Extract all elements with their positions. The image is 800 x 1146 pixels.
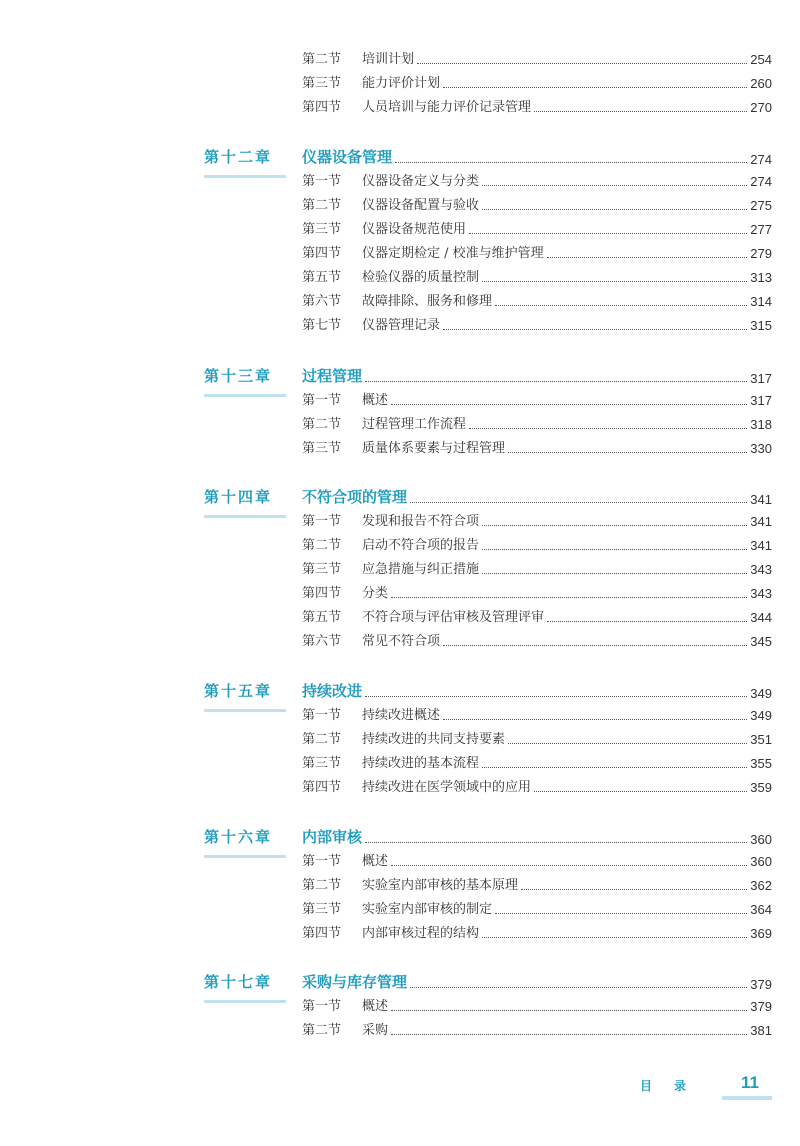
toc-chapter-heading[interactable] bbox=[204, 679, 772, 701]
section-number: 第五节 bbox=[302, 270, 342, 285]
section-page: 279 bbox=[750, 246, 772, 261]
leader-dots bbox=[443, 718, 747, 720]
toc-section-row[interactable] bbox=[302, 534, 772, 554]
leader-dots bbox=[365, 695, 747, 697]
section-number: 第二节 bbox=[302, 198, 342, 213]
section-page: 369 bbox=[750, 926, 772, 941]
section-number: 第四节 bbox=[302, 780, 342, 795]
section-page: 362 bbox=[750, 878, 772, 893]
section-number: 第三节 bbox=[302, 562, 342, 577]
chapter-title: 采购与库存管理 bbox=[302, 973, 408, 991]
section-page: 313 bbox=[750, 270, 772, 285]
leader-dots bbox=[482, 548, 747, 550]
section-page: 314 bbox=[750, 294, 772, 309]
section-number: 第三节 bbox=[302, 441, 342, 456]
section-page: 360 bbox=[750, 854, 772, 869]
leader-dots bbox=[482, 208, 747, 210]
section-page: 344 bbox=[750, 610, 772, 625]
section-number: 第一节 bbox=[302, 174, 342, 189]
chapter-label: 第十四章 bbox=[204, 488, 273, 506]
section-title: 仪器设备规范使用 bbox=[362, 222, 467, 237]
leader-dots bbox=[443, 86, 747, 88]
section-title: 持续改进概述 bbox=[362, 708, 441, 723]
chapter-page: 274 bbox=[750, 152, 772, 167]
leader-dots bbox=[410, 501, 747, 503]
toc-section-row[interactable] bbox=[302, 218, 772, 238]
section-title: 不符合项与评估审核及管理评审 bbox=[362, 610, 545, 625]
toc-chapter-heading[interactable] bbox=[204, 825, 772, 847]
chapter-title: 不符合项的管理 bbox=[302, 488, 408, 506]
leader-dots bbox=[482, 766, 747, 768]
chapter-label: 第十三章 bbox=[204, 367, 273, 385]
toc-section-row[interactable] bbox=[302, 606, 772, 626]
leader-dots bbox=[495, 912, 747, 914]
section-title: 仪器管理记录 bbox=[362, 318, 441, 333]
section-number: 第二节 bbox=[302, 1023, 342, 1038]
section-number: 第一节 bbox=[302, 393, 342, 408]
section-number: 第一节 bbox=[302, 999, 342, 1014]
leader-dots bbox=[365, 380, 747, 382]
toc-section-row[interactable] bbox=[302, 389, 772, 409]
section-number: 第三节 bbox=[302, 76, 342, 91]
leader-dots bbox=[410, 986, 747, 988]
section-page: 343 bbox=[750, 586, 772, 601]
section-title: 检验仪器的质量控制 bbox=[362, 270, 480, 285]
section-title: 应急措施与纠正措施 bbox=[362, 562, 480, 577]
section-number: 第二节 bbox=[302, 538, 342, 553]
chapter-title: 内部审核 bbox=[302, 828, 363, 846]
toc-section-row[interactable] bbox=[302, 850, 772, 870]
chapter-title: 持续改进 bbox=[302, 682, 363, 700]
section-number: 第三节 bbox=[302, 902, 342, 917]
section-number: 第二节 bbox=[302, 732, 342, 747]
section-title: 概述 bbox=[362, 854, 389, 869]
toc-section-row[interactable] bbox=[302, 290, 772, 310]
toc-chapter-heading[interactable] bbox=[204, 145, 772, 167]
toc-section-row[interactable] bbox=[302, 437, 772, 457]
leader-dots bbox=[417, 62, 747, 64]
leader-dots bbox=[395, 161, 747, 163]
chapter-label: 第十六章 bbox=[204, 828, 273, 846]
section-number: 第一节 bbox=[302, 708, 342, 723]
section-number: 第二节 bbox=[302, 417, 342, 432]
leader-dots bbox=[469, 427, 747, 429]
section-number: 第七节 bbox=[302, 318, 342, 333]
section-number: 第六节 bbox=[302, 294, 342, 309]
section-number: 第四节 bbox=[302, 926, 342, 941]
leader-dots bbox=[443, 644, 747, 646]
section-page: 270 bbox=[750, 100, 772, 115]
leader-dots bbox=[365, 841, 747, 843]
section-page: 379 bbox=[750, 999, 772, 1014]
leader-dots bbox=[391, 864, 747, 866]
section-number: 第五节 bbox=[302, 610, 342, 625]
leader-dots bbox=[508, 742, 747, 744]
leader-dots bbox=[391, 1033, 747, 1035]
toc-chapter-heading[interactable] bbox=[204, 364, 772, 386]
section-page: 254 bbox=[750, 52, 772, 67]
toc-section-row[interactable] bbox=[302, 1019, 772, 1039]
section-number: 第六节 bbox=[302, 634, 342, 649]
chapter-underline bbox=[204, 515, 286, 518]
leader-dots bbox=[482, 280, 747, 282]
toc-section-row[interactable] bbox=[302, 874, 772, 894]
toc-section-row[interactable] bbox=[302, 96, 772, 116]
section-title: 持续改进在医学领域中的应用 bbox=[362, 780, 532, 795]
chapter-label: 第十五章 bbox=[204, 682, 273, 700]
chapter-underline bbox=[204, 175, 286, 178]
toc-chapter-heading[interactable] bbox=[204, 970, 772, 992]
section-number: 第二节 bbox=[302, 52, 342, 67]
section-page: 341 bbox=[750, 538, 772, 553]
toc-section-row[interactable] bbox=[302, 922, 772, 942]
leader-dots bbox=[482, 184, 747, 186]
toc-section-row[interactable] bbox=[302, 314, 772, 334]
toc-section-row[interactable] bbox=[302, 558, 772, 578]
section-page: 277 bbox=[750, 222, 772, 237]
section-number: 第三节 bbox=[302, 756, 342, 771]
chapter-underline bbox=[204, 1000, 286, 1003]
section-title: 过程管理工作流程 bbox=[362, 417, 467, 432]
section-title: 质量体系要素与过程管理 bbox=[362, 441, 506, 456]
leader-dots bbox=[443, 328, 747, 330]
toc-section-row[interactable] bbox=[302, 704, 772, 724]
section-title: 故障排除、服务和修理 bbox=[362, 294, 493, 309]
footer-page-number: 11 bbox=[741, 1073, 759, 1092]
section-title: 能力评价计划 bbox=[362, 76, 441, 91]
section-title: 概述 bbox=[362, 999, 389, 1014]
leader-dots bbox=[482, 524, 747, 526]
leader-dots bbox=[391, 403, 747, 405]
section-number: 第二节 bbox=[302, 878, 342, 893]
section-page: 341 bbox=[750, 514, 772, 529]
section-title: 持续改进的共同支持要素 bbox=[362, 732, 506, 747]
leader-dots bbox=[495, 304, 747, 306]
section-title: 仪器设备配置与验收 bbox=[362, 198, 480, 213]
section-title: 仪器定期检定 / 校准与维护管理 bbox=[362, 246, 544, 261]
section-number: 第一节 bbox=[302, 514, 342, 529]
section-title: 概述 bbox=[362, 393, 389, 408]
section-title: 内部审核过程的结构 bbox=[362, 926, 480, 941]
toc-section-row[interactable] bbox=[302, 752, 772, 772]
chapter-page: 317 bbox=[750, 371, 772, 386]
toc-section-row[interactable] bbox=[302, 898, 772, 918]
toc-section-row[interactable] bbox=[302, 728, 772, 748]
leader-dots bbox=[391, 1009, 747, 1011]
leader-dots bbox=[469, 232, 747, 234]
chapter-page: 349 bbox=[750, 686, 772, 701]
section-page: 274 bbox=[750, 174, 772, 189]
section-title: 发现和报告不符合项 bbox=[362, 514, 480, 529]
chapter-underline bbox=[204, 709, 286, 712]
chapter-title: 仪器设备管理 bbox=[302, 148, 393, 166]
section-page: 260 bbox=[750, 76, 772, 91]
section-title: 持续改进的基本流程 bbox=[362, 756, 480, 771]
section-page: 345 bbox=[750, 634, 772, 649]
toc-section-row[interactable] bbox=[302, 48, 772, 68]
toc-section-row[interactable] bbox=[302, 510, 772, 530]
chapter-page: 341 bbox=[750, 492, 772, 507]
section-title: 实验室内部审核的制定 bbox=[362, 902, 493, 917]
toc-section-row[interactable] bbox=[302, 582, 772, 602]
section-title: 实验室内部审核的基本原理 bbox=[362, 878, 519, 893]
section-page: 355 bbox=[750, 756, 772, 771]
leader-dots bbox=[534, 110, 747, 112]
section-title: 人员培训与能力评价记录管理 bbox=[362, 100, 532, 115]
section-page: 275 bbox=[750, 198, 772, 213]
section-title: 培训计划 bbox=[362, 52, 415, 67]
toc-section-row[interactable] bbox=[302, 776, 772, 796]
toc-section-row[interactable] bbox=[302, 995, 772, 1015]
section-page: 359 bbox=[750, 780, 772, 795]
section-page: 343 bbox=[750, 562, 772, 577]
chapter-underline bbox=[204, 855, 286, 858]
footer-underline bbox=[722, 1096, 772, 1100]
toc-section-row[interactable] bbox=[302, 413, 772, 433]
chapter-page: 379 bbox=[750, 977, 772, 992]
section-title: 分类 bbox=[362, 586, 389, 601]
chapter-underline bbox=[204, 394, 286, 397]
leader-dots bbox=[521, 888, 747, 890]
leader-dots bbox=[508, 451, 747, 453]
chapter-title: 过程管理 bbox=[302, 367, 363, 385]
section-number: 第一节 bbox=[302, 854, 342, 869]
section-number: 第四节 bbox=[302, 586, 342, 601]
toc-section-row[interactable] bbox=[302, 72, 772, 92]
footer-running-title: 目录 bbox=[640, 1079, 709, 1093]
section-page: 315 bbox=[750, 318, 772, 333]
leader-dots bbox=[547, 620, 747, 622]
section-number: 第四节 bbox=[302, 246, 342, 261]
section-page: 381 bbox=[750, 1023, 772, 1038]
section-page: 318 bbox=[750, 417, 772, 432]
section-title: 采购 bbox=[362, 1023, 389, 1038]
section-page: 349 bbox=[750, 708, 772, 723]
section-title: 常见不符合项 bbox=[362, 634, 441, 649]
section-number: 第三节 bbox=[302, 222, 342, 237]
chapter-label: 第十七章 bbox=[204, 973, 273, 991]
chapter-page: 360 bbox=[750, 832, 772, 847]
leader-dots bbox=[547, 256, 748, 258]
section-page: 364 bbox=[750, 902, 772, 917]
chapter-label: 第十二章 bbox=[204, 148, 273, 166]
toc-section-row[interactable] bbox=[302, 170, 772, 190]
toc-section-row[interactable] bbox=[302, 266, 772, 286]
leader-dots bbox=[391, 596, 747, 598]
section-number: 第四节 bbox=[302, 100, 342, 115]
section-page: 330 bbox=[750, 441, 772, 456]
section-page: 351 bbox=[750, 732, 772, 747]
toc-chapter-heading[interactable] bbox=[204, 485, 772, 507]
section-title: 仪器设备定义与分类 bbox=[362, 174, 480, 189]
toc-section-row[interactable] bbox=[302, 194, 772, 214]
toc-section-row[interactable] bbox=[302, 630, 772, 650]
section-title: 启动不符合项的报告 bbox=[362, 538, 480, 553]
toc-section-row[interactable] bbox=[302, 242, 772, 262]
leader-dots bbox=[534, 790, 747, 792]
leader-dots bbox=[482, 936, 747, 938]
section-page: 317 bbox=[750, 393, 772, 408]
leader-dots bbox=[482, 572, 747, 574]
